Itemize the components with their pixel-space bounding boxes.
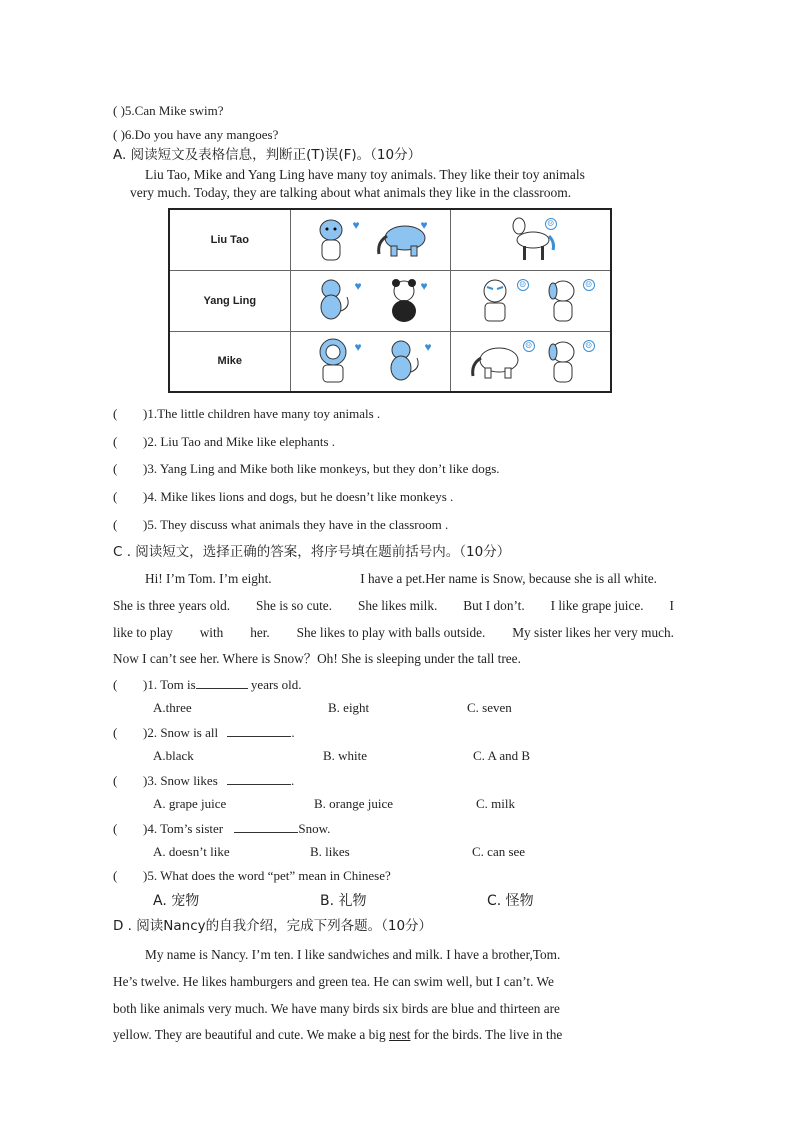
section-d-passage-line-1: My name is Nancy. I’m ten. I like sandwiches and milk. I have a brother,Tom. bbox=[145, 947, 561, 962]
q4-option-a: A. doesn’t like bbox=[153, 844, 230, 859]
section-c-passage-line-4: Now I can’t see her. Where is Snow？Oh! She is sleeping under the tall tree. bbox=[113, 651, 521, 666]
dislikes-cell-mike bbox=[450, 331, 611, 392]
section-d-passage-line-2: He’s twelve. He likes hamburgers and green tea. He can swim well, but I can’t. We bbox=[113, 974, 554, 989]
elephant-icon bbox=[469, 344, 523, 380]
dog-icon bbox=[313, 216, 349, 264]
likes-cell-liu-tao bbox=[290, 209, 450, 270]
q3-option-c: C. milk bbox=[476, 796, 516, 811]
heart-icon: ♥ bbox=[420, 278, 428, 293]
section-c-question-3: ( )3. Snow likes . bbox=[113, 773, 295, 788]
sad-face-icon: ☹ bbox=[583, 279, 595, 291]
section-d-passage-line-4: yellow. They are beautiful and cute. We make a big nest for the birds. The live in the bbox=[113, 1027, 563, 1042]
dog-icon bbox=[545, 277, 581, 325]
section-a-passage-line-2: very much. Today, they are talking about what animals they like in the classroom. bbox=[130, 185, 572, 200]
section-a-item-4: ( )4. Mike likes lions and dogs, but he doesn’t like monkeys . bbox=[113, 489, 454, 504]
dislikes-cell-yang-ling bbox=[450, 270, 611, 331]
monkey-icon bbox=[313, 277, 353, 325]
section-a-title: A. 阅读短文及表格信息，判断正(T)误(F)。（10分） bbox=[113, 147, 422, 163]
monkey-icon bbox=[383, 338, 423, 386]
section-c-question-5: ( )5. What does the word “pet” mean in Chinese? bbox=[113, 868, 391, 883]
section-c-title: C . 阅读短文，选择正确的答案，将序号填在题前括号内。（10分） bbox=[113, 544, 511, 560]
q4-option-c: C. can see bbox=[472, 844, 526, 859]
heart-icon: ♥ bbox=[354, 339, 362, 354]
section-a-item-1: ( )1.The little children have many toy animals . bbox=[113, 406, 381, 421]
lion-icon bbox=[313, 338, 353, 386]
q5-option-a: A. 宠物 bbox=[153, 893, 200, 909]
tiger-icon bbox=[475, 277, 515, 325]
section-d-passage-line-3: both like animals very much. We have many birds six birds are blue and thirteen are bbox=[113, 1001, 560, 1016]
q2-option-b: B. white bbox=[323, 748, 368, 763]
animal-preference-table bbox=[168, 208, 612, 393]
section-c-passage-line-2: She is three years old. She is so cute. She likes milk. But I don’t. I like grape juice. I bbox=[113, 598, 674, 613]
section-a-item-5: ( )5. They discuss what animals they have in the classroom . bbox=[113, 517, 449, 532]
section-c-question-1: ( )1. Tom is years old. bbox=[113, 677, 302, 692]
heart-icon: ♥ bbox=[420, 218, 428, 232]
heart-icon: ♥ bbox=[352, 218, 360, 232]
sad-face-icon: ☹ bbox=[523, 340, 535, 352]
section-d-title: D . 阅读Nancy的自我介绍，完成下列各题。（10分） bbox=[113, 918, 433, 934]
section-a-item-2: ( )2. Liu Tao and Mike like elephants . bbox=[113, 434, 335, 449]
q5-option-c: C. 怪物 bbox=[487, 893, 534, 909]
sad-face-icon: ☹ bbox=[545, 218, 557, 230]
q1-option-c: C. seven bbox=[467, 700, 512, 715]
row-name-liu-tao: Liu Tao bbox=[169, 209, 290, 270]
section-c-question-4: ( )4. Tom’s sister Snow. bbox=[113, 821, 331, 836]
question-5: ( )5.Can Mike swim? bbox=[113, 103, 224, 118]
section-a-passage-line-1: Liu Tao, Mike and Yang Ling have many toy animals. They like their toy animals bbox=[145, 167, 585, 182]
q1-option-a: A.three bbox=[153, 700, 192, 715]
likes-cell-yang-ling bbox=[290, 270, 450, 331]
section-a-item-3: ( )3. Yang Ling and Mike both like monkeys, but they don’t like dogs. bbox=[113, 461, 500, 476]
heart-icon: ♥ bbox=[424, 339, 432, 354]
q4-option-b: B. likes bbox=[310, 844, 350, 859]
row-name-yang-ling: Yang Ling bbox=[169, 270, 290, 331]
dislikes-cell-liu-tao bbox=[450, 209, 611, 270]
q3-option-a: A. grape juice bbox=[153, 796, 227, 811]
q5-option-b: B. 礼物 bbox=[320, 893, 367, 909]
heart-icon: ♥ bbox=[354, 278, 362, 293]
panda-icon bbox=[387, 279, 421, 323]
q2-option-c: C. A and B bbox=[473, 748, 531, 763]
nest-word: nest bbox=[388, 1027, 411, 1042]
q1-option-b: B. eight bbox=[328, 700, 370, 715]
section-c-passage-line-1: Hi! I’m Tom. I’m eight. I have a pet.Her name is Snow, because she is all white. bbox=[145, 571, 657, 586]
section-c-passage-line-3: like to play with her. She likes to play with balls outside. My sister likes her very much. bbox=[113, 625, 674, 640]
section-c-question-2: ( )2. Snow is all . bbox=[113, 725, 295, 740]
sad-face-icon: ☹ bbox=[583, 340, 595, 352]
likes-cell-mike bbox=[290, 331, 450, 392]
dog-icon bbox=[545, 338, 581, 386]
sad-face-icon: ☹ bbox=[517, 279, 529, 291]
q2-option-a: A.black bbox=[153, 748, 194, 763]
q3-option-b: B. orange juice bbox=[314, 796, 394, 811]
row-name-mike: Mike bbox=[169, 331, 290, 392]
question-6: ( )6.Do you have any mangoes? bbox=[113, 127, 279, 142]
